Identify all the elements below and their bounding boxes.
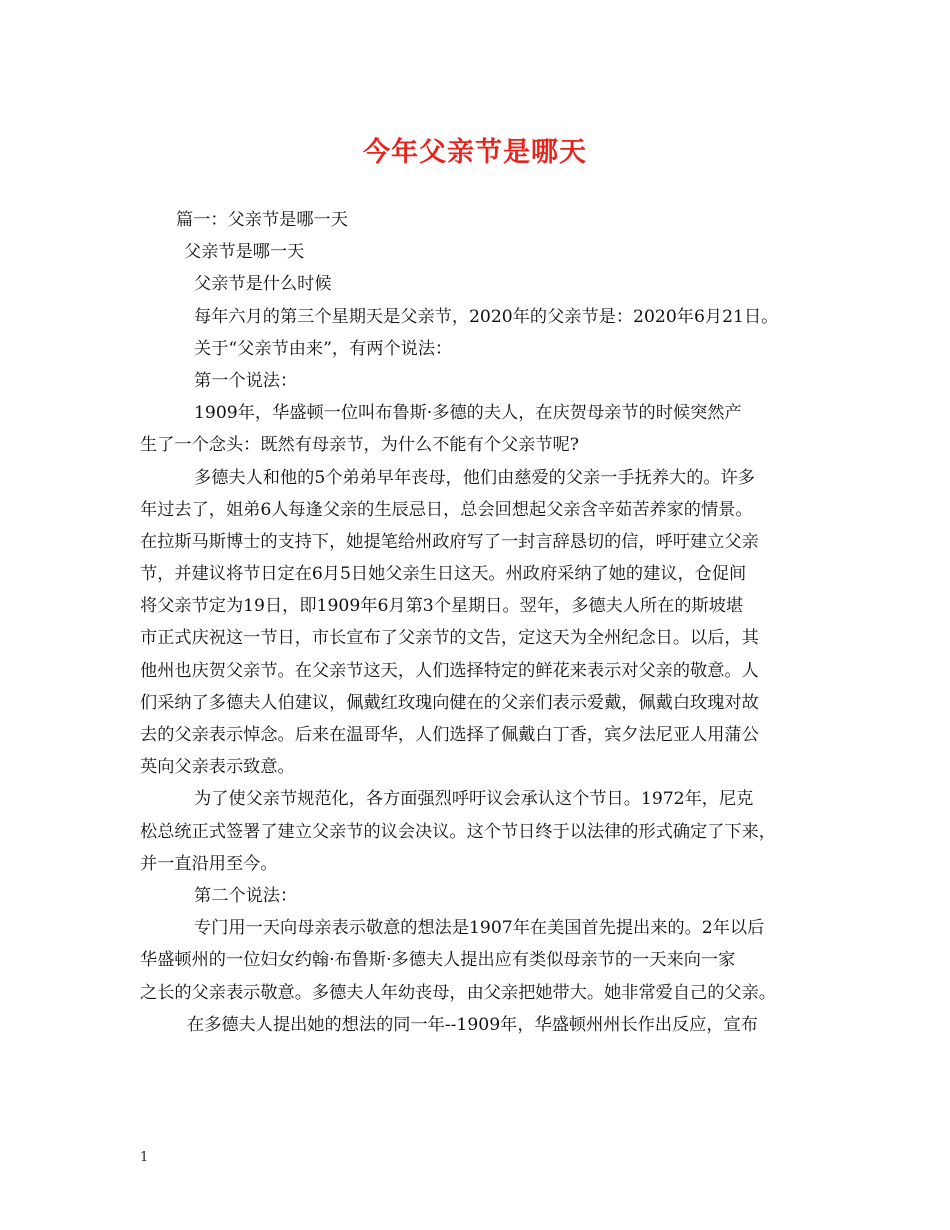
paragraph-line: 专门用一天向母亲表示敬意的想法是1907年在美国首先提出来的。2年以后 — [194, 918, 765, 939]
paragraph-line: 第一个说法： — [194, 370, 298, 391]
document-title: 今年父亲节是哪天 — [363, 137, 587, 168]
section-heading: 篇一：父亲节是哪一天 — [176, 210, 348, 230]
paragraph-line: 并一直沿用至今。 — [140, 853, 278, 874]
paragraph-line: 生了一个念头：既然有母亲节，为什么不能有个父亲节呢? — [140, 435, 579, 456]
paragraph-line: 去的父亲表示悼念。后来在温哥华，人们选择了佩戴白丁香，宾夕法尼亚人用蒲公 — [140, 725, 759, 745]
paragraph-line: 第二个说法： — [194, 885, 298, 906]
paragraph-line: 1909年，华盛顿一位叫布鲁斯·多德的夫人，在庆贺母亲节的时候突然产 — [194, 403, 742, 424]
subheading: 父亲节是哪一天 — [184, 242, 305, 263]
paragraph-line: 松总统正式签署了建立父亲节的议会决议。这个节日终于以法律的形式确定了下来， — [140, 821, 776, 842]
paragraph-line: 之长的父亲表示敬意。多德夫人年幼丧母，由父亲把她带大。她非常爱自己的父亲。 — [140, 982, 776, 1003]
paragraph-line: 市正式庆祝这一节日，市长宣布了父亲节的文告，定这天为全州纪念日。以后，其 — [140, 628, 759, 649]
page-number: 1 — [140, 1150, 149, 1165]
paragraph-line: 节，并建议将节日定在6月5日她父亲生日这天。州政府采纳了她的建议，仓促间 — [140, 564, 747, 585]
document-body — [140, 204, 815, 1041]
paragraph-line: 年过去了，姐弟6人每逢父亲的生辰忌日，总会回想起父亲含辛茹苦养家的情景。 — [140, 499, 753, 520]
paragraph-line: 华盛顿州的一位妇女约翰·布鲁斯·多德夫人提出应有类似母亲节的一天来向一家 — [140, 950, 736, 971]
paragraph-line: 在拉斯马斯博士的支持下，她提笔给州政府写了一封言辞恳切的信，呼吁建立父亲 — [140, 531, 759, 552]
paragraph-line: 关于“父亲节由来”，有两个说法： — [194, 338, 453, 359]
paragraph-line: 在多德夫人提出她的想法的同一年--1909年，华盛顿州州长作出反应，宣布 — [187, 1014, 758, 1035]
paragraph-line: 多德夫人和他的5个弟弟早年丧母，他们由慈爱的父亲一手抚养大的。许多 — [194, 467, 755, 488]
paragraph-line: 英向父亲表示致意。 — [140, 757, 295, 778]
paragraph-line: 将父亲节定为19日，即1909年6月第3个星期日。翌年，多德夫人所在的斯坡堪 — [140, 596, 744, 617]
paragraph-line: 每年六月的第三个星期天是父亲节，2020年的父亲节是：2020年6月21日。 — [194, 306, 779, 327]
paragraph-line: 父亲节是什么时候 — [194, 274, 332, 295]
paragraph-line: 们采纳了多德夫人伯建议，佩戴红玫瑰向健在的父亲们表示爱戴，佩戴白玫瑰对故 — [140, 692, 759, 713]
paragraph-line: 他州也庆贺父亲节。在父亲节这天，人们选择特定的鲜花来表示对父亲的敬意。人 — [140, 660, 759, 681]
paragraph-line: 为了使父亲节规范化，各方面强烈呼吁议会承认这个节日。1972年，尼克 — [194, 789, 754, 810]
